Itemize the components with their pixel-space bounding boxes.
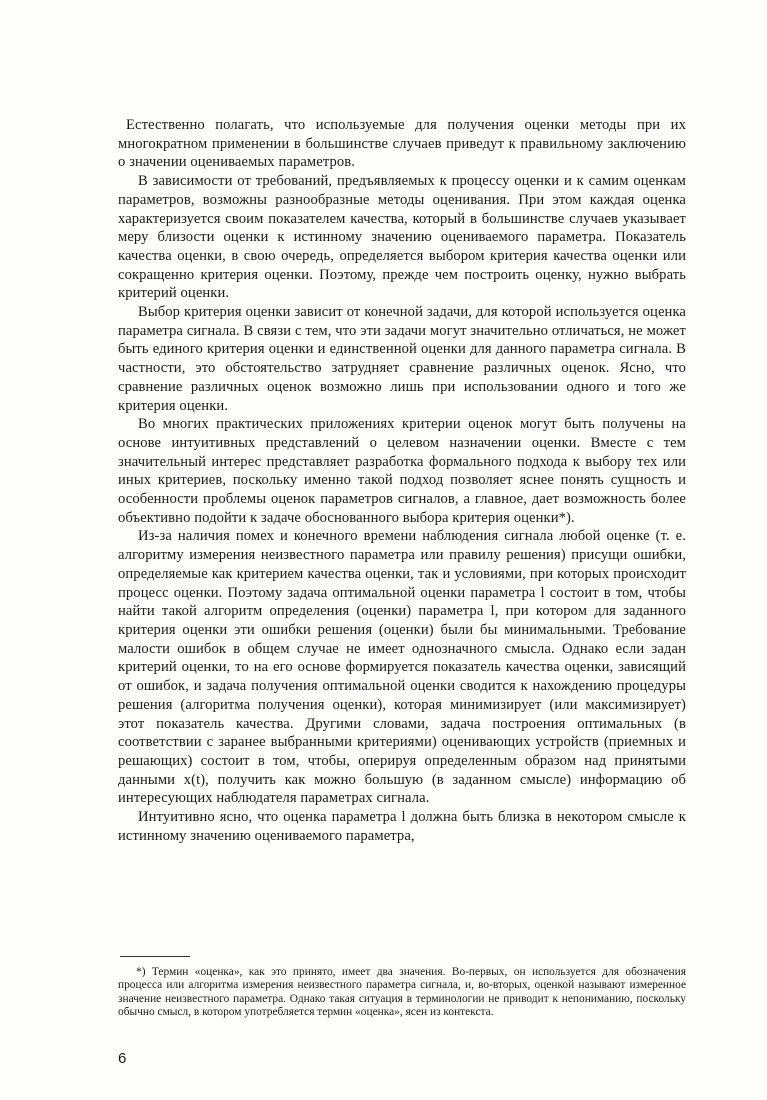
page-number: 6 (118, 1050, 127, 1067)
footnote: *) Термин «оценка», как это принято, имеет два значения. Во-первых, он используется для обозначения процесса или алгоритма измерения неизвестного параметра сигнала, и, во-вторых, оценкой называют измеренное значение неизвестного параметра. Однако такая ситуация в терминологии не приводит к непониманию, поскольку обычно смысл, в котором употребляется термин «оценка», ясен из контекста. (118, 966, 686, 1019)
main-text (118, 116, 686, 845)
paragraph-5: Из-за наличия помех и конечного времени наблюдения сигнала любой оценке (т. е. алгоритму измерения неизвестного параметра или правилу решения) присущи ошибки, определяемые как критерием качества оценки, так и условиями, при которых происходит процесс оценки. Поэтому задача оптимальной оценки параметра l состоит в том, чтобы найти такой алгоритм определения (оценки) параметра l, при котором для заданного критерия оценки эти ошибки решения (оценки) были бы минимальными. Требование малости ошибок в общем случае не имеет однозначного смысла. Однако если задан критерий оценки, то на его основе формируется показатель качества оценки, зависящий от ошибок, и задача получения оптимальной оценки сводится к нахождению процедуры решения (алгоритма получения оценки), которая минимизирует (или максимизирует) этот показатель качества. Другими словами, задача построения оптимальных (в соответствии с заранее выбранными критериями) оценивающих устройств (приемных и решающих) состоит в том, чтобы, оперируя определенным образом над принятыми данными x(t), получить как можно большую (в заданном смысле) информацию об интересующих наблюдателя параметрах сигнала. (118, 528, 686, 807)
paragraph-2: В зависимости от требований, предъявляемых к процессу оценки и к самим оценкам параметров, возможны разнообразные методы оценивания. При этом каждая оценка характеризуется своим показателем качества, который в большинстве случаев указывает меру близости оценки к истинному значению оцениваемого параметра. Показатель качества оценки, в свою очередь, определяется выбором критерия качества оценки или сокращенно критерия оценки. Поэтому, прежде чем построить оценку, нужно выбрать критерий оценки. (118, 173, 686, 302)
paragraph-4: Во многих практических приложениях критерии оценок могут быть получены на основе интуитивных представлений о целевом назначении оценки. Вместе с тем значительный интерес представляет разработка формального подхода к выбору тех или иных критериев, поскольку именно такой подход позволяет яснее понять сущность и особенности проблемы оценок параметров сигналов, а главное, дает возможность более объективно подойти к задаче обоснованного выбора критерия оценки*). (118, 416, 686, 526)
paragraph-3: Выбор критерия оценки зависит от конечной задачи, для которой используется оценка параметра сигнала. В связи с тем, что эти задачи могут значительно отличаться, не может быть единого критерия оценки и единственной оценки для данного параметра сигнала. В частности, это обстоятельство затрудняет сравнение различных оценок. Ясно, что сравнение различных оценок возможно лишь при использовании одного и того же критерия оценки. (118, 304, 686, 414)
paragraph-1: Естественно полагать, что используемые для получения оценки методы при их многократном применении в большинстве случаев приведут к правильному заключению о значении оцениваемых параметров. (118, 117, 686, 171)
paragraph-6: Интуитивно ясно, что оценка параметра l должна быть близка в некотором смысле к истинному значению оцениваемого параметра, (118, 809, 686, 844)
footnote-divider (120, 956, 190, 957)
